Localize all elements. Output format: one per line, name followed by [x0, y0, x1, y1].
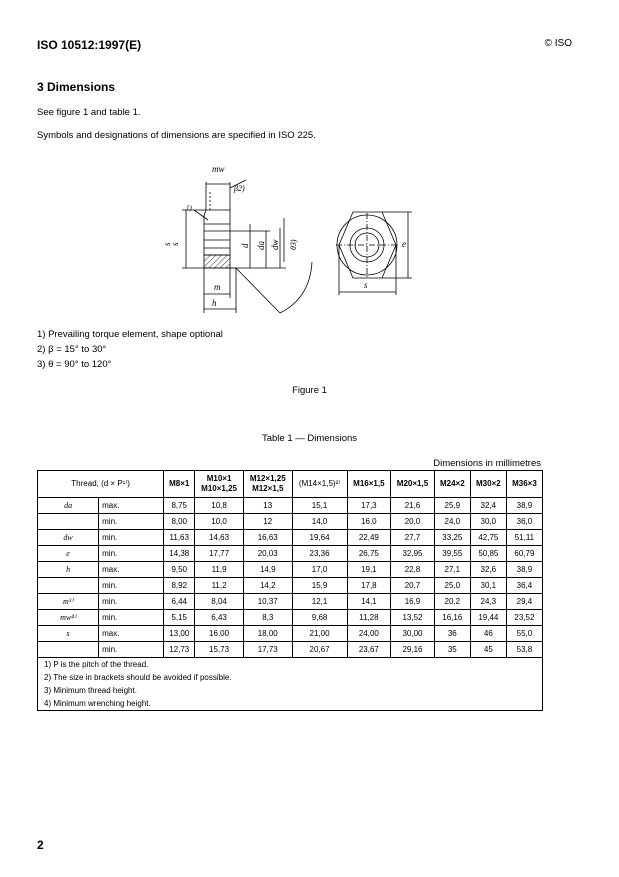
value-cell: 39,55 [434, 546, 470, 562]
label-da: da [256, 241, 266, 250]
value-cell: 15,1 [292, 498, 347, 514]
label-mw: mw [212, 164, 225, 174]
value-cell: 13,00 [164, 626, 195, 642]
symbol-cell: dw [38, 530, 99, 546]
value-cell: 32,95 [391, 546, 435, 562]
standard-number: ISO 10512:1997(E) [37, 38, 142, 52]
value-cell: 25,0 [434, 578, 470, 594]
figure-caption: Figure 1 [292, 385, 327, 396]
value-cell: 14,0 [292, 514, 347, 530]
label-m: m [214, 282, 221, 292]
value-cell: 12,1 [292, 594, 347, 610]
column-header: M10×1 M10×1,25 [195, 471, 244, 498]
value-cell: 12,73 [164, 642, 195, 658]
value-cell: 50,85 [470, 546, 506, 562]
value-cell: 6,44 [164, 594, 195, 610]
table-footnote: 1) P is the pitch of the thread. [38, 658, 543, 672]
limit-cell: min. [99, 610, 164, 626]
value-cell: 11,9 [195, 562, 244, 578]
paragraph-see-figure: See figure 1 and table 1. [37, 107, 141, 118]
value-cell: 55,0 [506, 626, 542, 642]
figure-1-drawing [160, 158, 450, 320]
value-cell: 20,67 [292, 642, 347, 658]
table-footnote-row [38, 697, 543, 711]
symbol-cell: e [38, 546, 99, 562]
value-cell: 38,9 [506, 498, 542, 514]
value-cell: 8,04 [195, 594, 244, 610]
value-cell: 27,7 [391, 530, 435, 546]
value-cell: 16,63 [243, 530, 292, 546]
value-cell: 30,1 [470, 578, 506, 594]
value-cell: 24,00 [347, 626, 391, 642]
limit-cell: min. [99, 530, 164, 546]
value-cell: 9,50 [164, 562, 195, 578]
value-cell: 16,00 [195, 626, 244, 642]
figure-note-3: 3) θ = 90° to 120° [37, 359, 112, 370]
value-cell: 15,73 [195, 642, 244, 658]
page-number: 2 [37, 838, 44, 852]
label-d: d [240, 243, 250, 248]
value-cell: 32,4 [470, 498, 506, 514]
value-cell: 16,16 [434, 610, 470, 626]
value-cell: 36 [434, 626, 470, 642]
value-cell: 60,79 [506, 546, 542, 562]
value-cell: 13,52 [391, 610, 435, 626]
symbol-cell [38, 578, 99, 594]
value-cell: 26,75 [347, 546, 391, 562]
value-cell: 36,0 [506, 514, 542, 530]
value-cell: 20,2 [434, 594, 470, 610]
label-s-left: s [162, 242, 172, 246]
value-cell: 10,0 [195, 514, 244, 530]
dimensions-table [37, 470, 543, 711]
value-cell: 20,7 [391, 578, 435, 594]
copyright-notice: © ISO [544, 38, 572, 49]
table-row [38, 578, 543, 594]
label-dw: dw [270, 239, 280, 250]
label-s-left-2: s [170, 242, 180, 246]
value-cell: 22,8 [391, 562, 435, 578]
section-title: 3 Dimensions [37, 80, 116, 94]
value-cell: 29,16 [391, 642, 435, 658]
value-cell: 8,75 [164, 498, 195, 514]
label-e: e [402, 239, 406, 249]
limit-cell: max. [99, 498, 164, 514]
label-h: h [212, 298, 217, 308]
table-row [38, 514, 543, 530]
value-cell: 16,9 [391, 594, 435, 610]
value-cell: 18,00 [243, 626, 292, 642]
column-header: M8×1 [164, 471, 195, 498]
value-cell: 23,67 [347, 642, 391, 658]
label-s-bottom: s [364, 280, 368, 290]
table-footnote-row [38, 684, 543, 697]
value-cell: 19,44 [470, 610, 506, 626]
units-note: Dimensions in millimetres [433, 458, 541, 469]
label-beta: β2) [234, 184, 245, 193]
limit-cell: min. [99, 514, 164, 530]
column-header: M16×1,5 [347, 471, 391, 498]
symbol-cell [38, 514, 99, 530]
figure-note-2: 2) β = 15° to 30° [37, 344, 107, 355]
value-cell: 51,11 [506, 530, 542, 546]
value-cell: 24,3 [470, 594, 506, 610]
value-cell: 36,4 [506, 578, 542, 594]
value-cell: 11,63 [164, 530, 195, 546]
table-row [38, 610, 543, 626]
value-cell: 24,0 [434, 514, 470, 530]
thread-header: Thread, (d × P¹⁾) [38, 471, 164, 498]
value-cell: 14,9 [243, 562, 292, 578]
paragraph-symbols: Symbols and designations of dimensions are specified in ISO 225. [37, 130, 316, 141]
value-cell: 9,68 [292, 610, 347, 626]
value-cell: 10,37 [243, 594, 292, 610]
table-footnote: 3) Minimum thread height. [38, 684, 543, 697]
symbol-cell: m³⁾ [38, 594, 99, 610]
limit-cell: min. [99, 546, 164, 562]
table-row [38, 594, 543, 610]
value-cell: 46 [470, 626, 506, 642]
value-cell: 15,9 [292, 578, 347, 594]
column-header: M20×1,5 [391, 471, 435, 498]
column-header: M24×2 [434, 471, 470, 498]
value-cell: 25,9 [434, 498, 470, 514]
value-cell: 45 [470, 642, 506, 658]
value-cell: 8,00 [164, 514, 195, 530]
value-cell: 13 [243, 498, 292, 514]
limit-cell: min. [99, 642, 164, 658]
table-row [38, 626, 543, 642]
value-cell: 14,1 [347, 594, 391, 610]
value-cell: 17,77 [195, 546, 244, 562]
table-row [38, 562, 543, 578]
table-footnote: 2) The size in brackets should be avoided if possible. [38, 671, 543, 684]
value-cell: 20,03 [243, 546, 292, 562]
limit-cell: min. [99, 594, 164, 610]
value-cell: 11,2 [195, 578, 244, 594]
table-row [38, 642, 543, 658]
value-cell: 23,36 [292, 546, 347, 562]
table-row [38, 498, 543, 514]
column-header: M12×1,25 M12×1,5 [243, 471, 292, 498]
value-cell: 14,2 [243, 578, 292, 594]
symbol-cell: h [38, 562, 99, 578]
value-cell: 17,0 [292, 562, 347, 578]
column-header: M36×3 [506, 471, 542, 498]
value-cell: 21,6 [391, 498, 435, 514]
value-cell: 8,92 [164, 578, 195, 594]
symbol-cell [38, 642, 99, 658]
symbol-cell: s [38, 626, 99, 642]
value-cell: 38,9 [506, 562, 542, 578]
limit-cell: min. [99, 578, 164, 594]
value-cell: 33,25 [434, 530, 470, 546]
value-cell: 6,43 [195, 610, 244, 626]
value-cell: 22,49 [347, 530, 391, 546]
value-cell: 53,8 [506, 642, 542, 658]
value-cell: 27,1 [434, 562, 470, 578]
value-cell: 30,0 [470, 514, 506, 530]
value-cell: 19,1 [347, 562, 391, 578]
limit-cell: max. [99, 562, 164, 578]
value-cell: 10,8 [195, 498, 244, 514]
value-cell: 23,52 [506, 610, 542, 626]
limit-cell: max. [99, 626, 164, 642]
value-cell: 21,00 [292, 626, 347, 642]
value-cell: 17,3 [347, 498, 391, 514]
value-cell: 14,38 [164, 546, 195, 562]
value-cell: 5,15 [164, 610, 195, 626]
value-cell: 20,0 [391, 514, 435, 530]
label-note-1: 1) [186, 204, 192, 212]
value-cell: 8,3 [243, 610, 292, 626]
value-cell: 35 [434, 642, 470, 658]
value-cell: 32,6 [470, 562, 506, 578]
value-cell: 14,63 [195, 530, 244, 546]
column-header: M30×2 [470, 471, 506, 498]
value-cell: 11,28 [347, 610, 391, 626]
value-cell: 16,0 [347, 514, 391, 530]
value-cell: 17,8 [347, 578, 391, 594]
figure-note-1: 1) Prevailing torque element, shape optional [37, 329, 223, 340]
symbol-cell: da [38, 498, 99, 514]
table-footnote-row [38, 671, 543, 684]
table-caption: Table 1 — Dimensions [261, 433, 358, 444]
table-row [38, 530, 543, 546]
column-header: (M14×1,5)²⁾ [292, 471, 347, 498]
value-cell: 30,00 [391, 626, 435, 642]
value-cell: 42,75 [470, 530, 506, 546]
table-footnote-row [38, 658, 543, 672]
table-header-row [38, 471, 543, 498]
value-cell: 19,64 [292, 530, 347, 546]
table-row [38, 546, 543, 562]
symbol-cell: mw⁴⁾ [38, 610, 99, 626]
value-cell: 17,73 [243, 642, 292, 658]
label-theta: θ3) [289, 239, 298, 250]
value-cell: 29,4 [506, 594, 542, 610]
value-cell: 12 [243, 514, 292, 530]
table-footnote: 4) Minimum wrenching height. [38, 697, 543, 711]
